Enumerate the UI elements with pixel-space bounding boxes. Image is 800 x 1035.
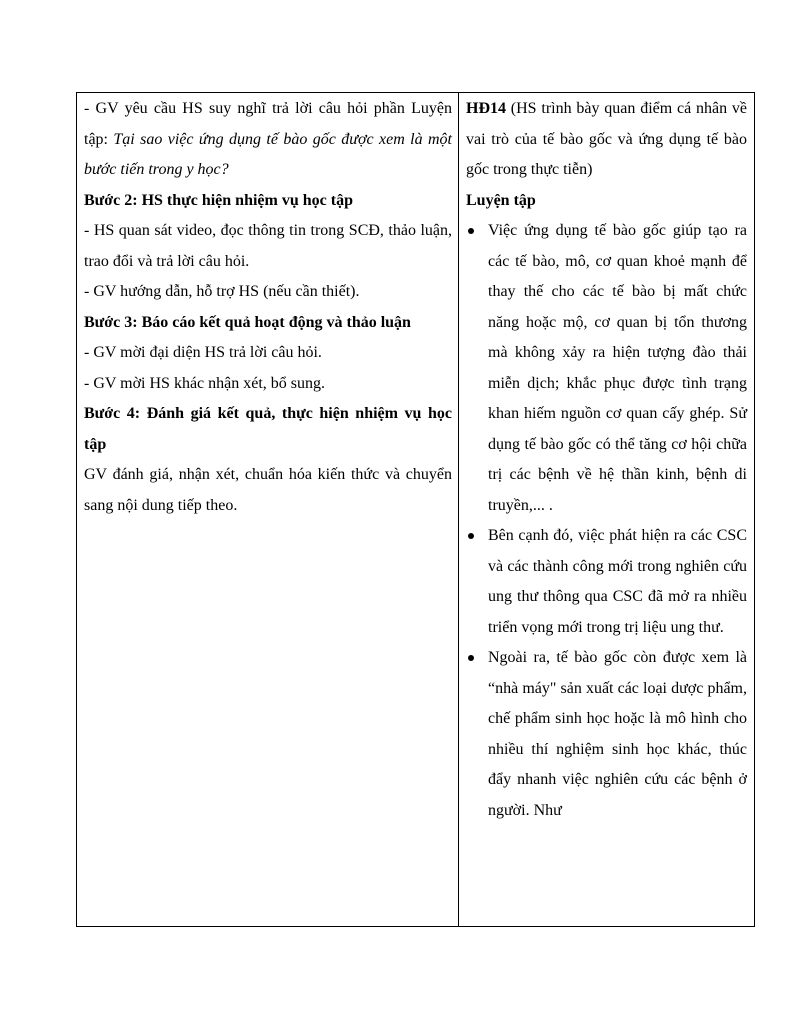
step3-line2: - GV mời HS khác nhận xét, bổ sung. [84,374,326,392]
step2-line1: - HS quan sát video, đọc thông tin trong SCĐ, thảo luận, trao đổi và trả lời câu hỏi. [84,222,452,270]
list-item-text: Việc ứng dụng tế bào gốc giúp tạo ra các tế bào, mô, cơ quan khoẻ mạnh để thay thế cho các tế bào bị mất chức năng hoặc mộ, cơ quan bị tổn thương mà không xảy ra hiện tượng đào thải miễn dịch; khắc phục được tình trạng khan hiếm nguồn cơ quan cấy ghép. Sử dụng tế bào gốc có thể tăng cơ hội chữa trị các bệnh về hệ thần kinh, bệnh di truyền,... . [488,222,747,514]
bullet-icon [468,655,474,661]
step4-line1: GV đánh giá, nhận xét, chuẩn hóa kiến thức và chuyển sang nội dung tiếp theo. [84,466,452,514]
section-title: Luyện tập [466,191,536,209]
activity-header [466,94,747,186]
step4-title: Bước 4: Đánh giá kết quả, thực hiện nhiệm vụ học tập [84,405,452,453]
table-row [77,93,755,927]
list-item [466,643,747,826]
student-product-content [459,93,754,826]
teacher-activity-content [77,93,458,521]
list-item-text: Ngoài ra, tế bào gốc còn được xem là “nhà máy" sản xuất các loại dược phẩm, chế phẩm sinh học hoặc là mô hình cho nhiều thí nghiệm sinh học khác, thúc đẩy nhanh việc nghiên cứu các bệnh ở người. Như [488,649,747,819]
activity-desc: (HS trình bày quan điểm cá nhân về vai trò của tế bào gốc và ứng dụng tế bào gốc trong thực tiễn) [466,100,747,178]
bullet-icon [468,533,474,539]
answer-list [466,216,747,826]
teacher-activity-cell [77,93,459,927]
intro-question: Tại sao việc ứng dụng tế bào gốc được xem là một bước tiến trong y học? [84,130,452,178]
step3-line1: - GV mời đại diện HS trả lời câu hỏi. [84,344,322,361]
list-item-text: Bên cạnh đó, việc phát hiện ra các CSC và các thành công mới trong nghiên cứu ung thư thông qua CSC đã mở ra nhiều triển vọng mới trong trị liệu ung thư. [488,527,747,636]
lesson-table [76,92,755,927]
list-item [466,521,747,643]
activity-code: HĐ14 [466,100,506,117]
student-product-cell [459,93,755,927]
intro-paragraph [84,94,452,186]
list-item [466,216,747,521]
intro-prefix: - GV yêu cầu HS suy nghĩ trả lời câu hỏi phần Luyện tập: [84,100,452,148]
step3-title: Bước 3: Báo cáo kết quả hoạt động và thảo luận [84,313,411,331]
step2-line2: - GV hướng dẫn, hỗ trợ HS (nếu cần thiết). [84,283,360,300]
bullet-icon [468,228,474,234]
step2-title: Bước 2: HS thực hiện nhiệm vụ học tập [84,191,353,209]
